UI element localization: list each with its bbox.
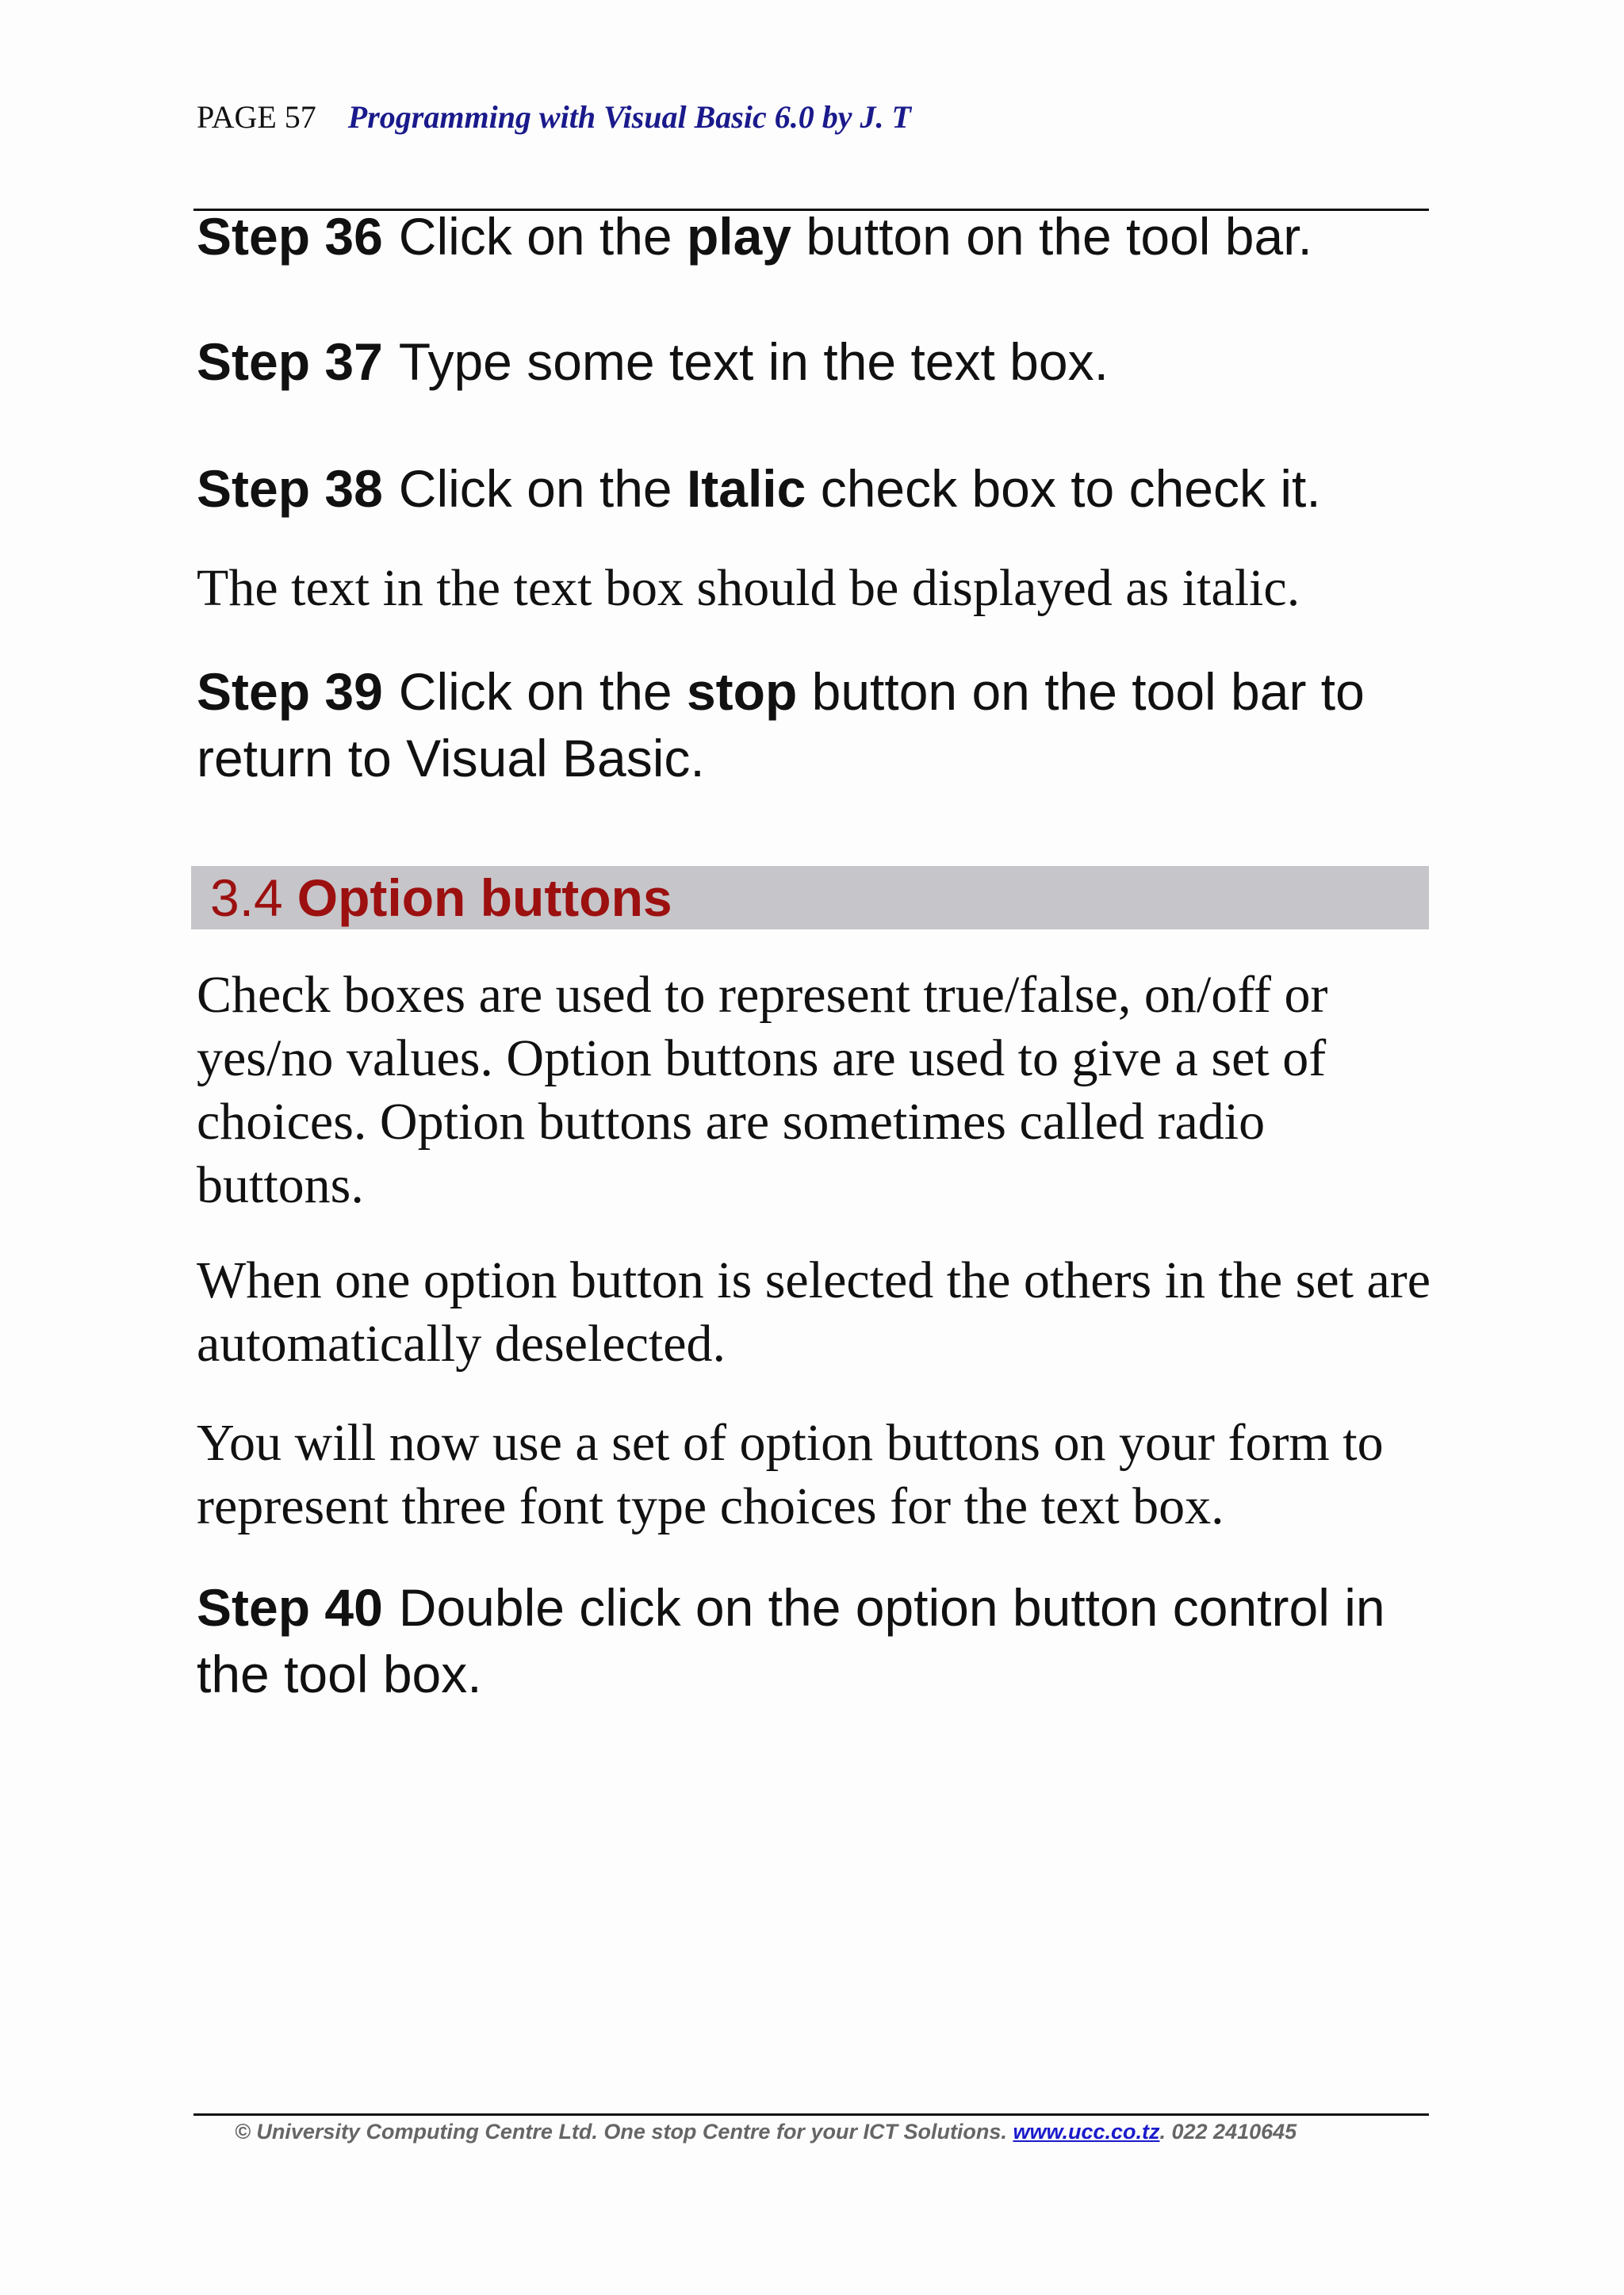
- footer-text: © University Computing Centre Ltd. One stop Centre for your ICT Solutions.: [235, 2120, 1013, 2144]
- paragraph-option-selection: When one option button is selected the others in the set are automatically deselected.: [197, 1251, 1431, 1373]
- step-37: [197, 328, 1434, 395]
- step-40: [197, 1574, 1434, 1707]
- section-heading: [191, 866, 1429, 929]
- step-keyword: stop: [686, 662, 798, 721]
- step-text: Click on the: [398, 459, 687, 518]
- step-label: Step 38: [197, 459, 383, 518]
- footer-phone: . 022 2410645: [1159, 2120, 1297, 2144]
- page-header: [197, 94, 911, 141]
- step-38: [197, 455, 1434, 522]
- paragraph-check-boxes: Check boxes are used to represent true/false, on/off or yes/no values. Option buttons are used to give a set of choices. Option buttons are sometimes called radio buttons.: [197, 966, 1328, 1214]
- step-36: [197, 203, 1434, 270]
- step-text: button on the tool bar.: [791, 207, 1312, 266]
- step-text: Click on the: [398, 662, 687, 721]
- book-title: Programming with Visual Basic 6.0 by J. T: [347, 99, 911, 135]
- italic-note: The text in the text box should be displayed as italic.: [197, 559, 1300, 617]
- step-label: Step 39: [197, 662, 383, 721]
- section-number: 3.4: [210, 868, 283, 927]
- step-label: Step 36: [197, 207, 383, 266]
- step-label: Step 37: [197, 332, 383, 391]
- step-keyword: play: [686, 207, 792, 266]
- step-label: Step 40: [197, 1578, 383, 1637]
- step-text: button on the tool bar to return to Visual Basic.: [197, 662, 1365, 787]
- step-text: Type some text in the text box.: [398, 332, 1109, 391]
- page-number: PAGE 57: [197, 99, 316, 135]
- page-footer: [235, 2116, 1432, 2147]
- step-keyword: Italic: [686, 459, 806, 518]
- paragraph-font-choices: You will now use a set of option buttons on your form to represent three font type choices for the text box.: [197, 1414, 1384, 1535]
- step-39: [197, 658, 1434, 791]
- section-title: Option buttons: [297, 868, 672, 927]
- step-text: check box to check it.: [806, 459, 1321, 518]
- step-text: Double click on the option button control in the tool box.: [197, 1578, 1385, 1703]
- footer-website-link[interactable]: www.ucc.co.tz: [1013, 2120, 1160, 2144]
- step-text: Click on the: [398, 207, 687, 266]
